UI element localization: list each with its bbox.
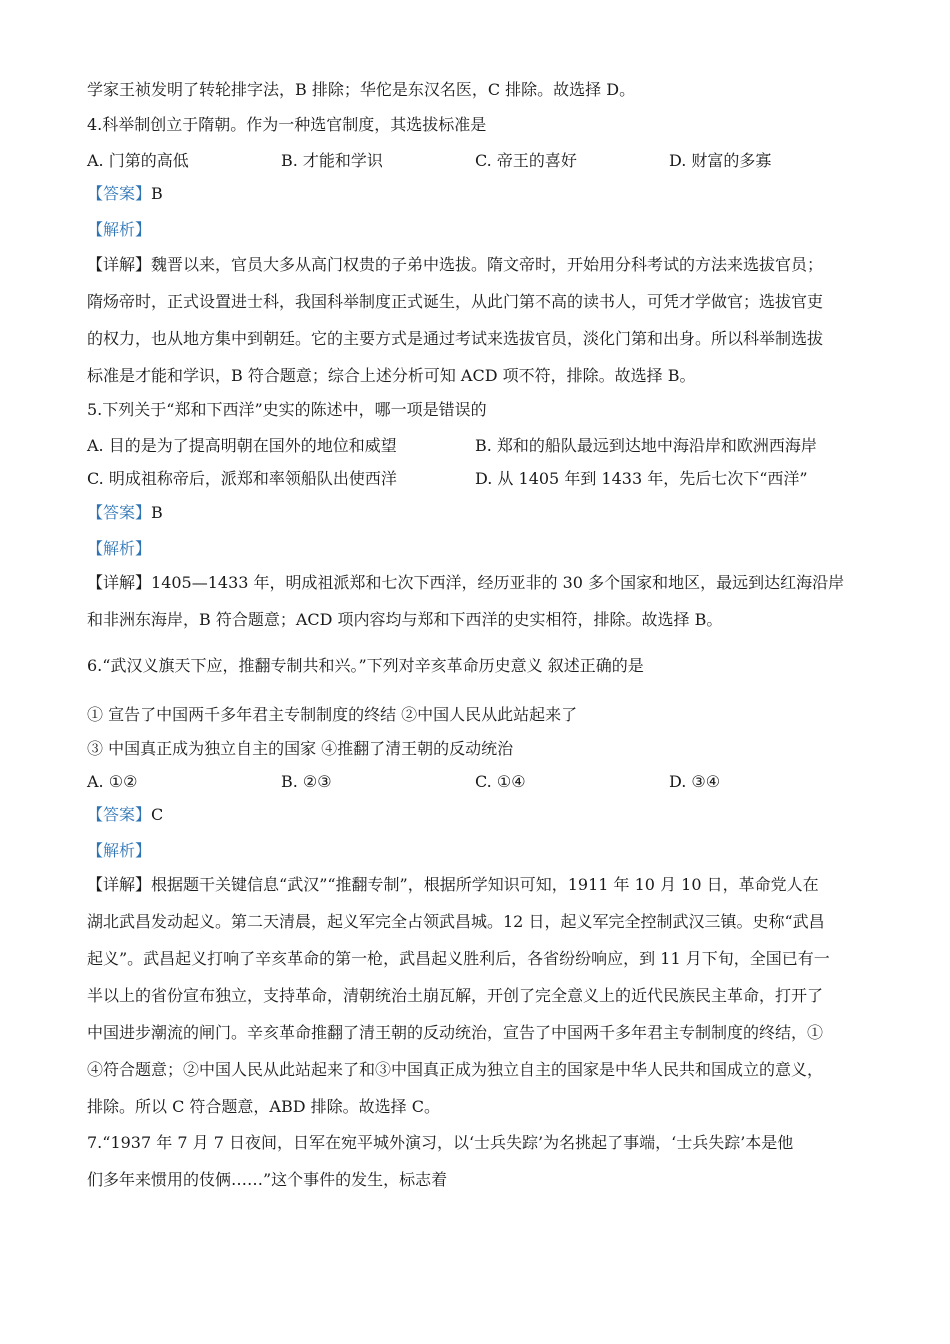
detail-line: 湖北武昌发动起义。第二天清晨，起义军完全占领武昌城。12 日，起义军完全控制武汉三镇。史称“武昌 <box>87 912 825 931</box>
question-5-stem: 5.下列关于“郑和下西洋”史实的陈述中，哪一项是错误的 <box>87 400 487 419</box>
text-line: 学家王祯发明了转轮排字法，B 排除；华佗是东汉名医，C 排除。故选择 D。 <box>87 80 636 99</box>
answer-tag: 【答案】 <box>87 184 152 203</box>
answer-line <box>87 183 163 205</box>
detail-text: 根据题干关键信息“武汉”“推翻专制”，根据所学知识可知，1911 年 10 月 10 日，革命党人在 <box>151 875 819 894</box>
detail-line <box>87 874 819 896</box>
option-a: A. 门第的高低 <box>87 151 189 170</box>
option-b: B. 才能和学识 <box>281 151 383 170</box>
detail-line: 标准是才能和学识，B 符合题意；综合上述分析可知 ACD 项不符，排除。故选择 B。 <box>87 366 696 385</box>
analysis-tag: 【解析】 <box>87 841 152 860</box>
option-c: C. ①④ <box>475 772 526 791</box>
detail-line: ④符合题意；②中国人民从此站起来了和③中国真正成为独立自主的国家是中华人民共和国成立的意义， <box>87 1060 824 1079</box>
option-d: D. 财富的多寡 <box>669 151 772 170</box>
question-7-stem: 7.“1937 年 7 月 7 日夜间，日军在宛平城外演习，以‘士兵失踪’为名挑起了事端，‘士兵失踪’本是他 <box>87 1133 794 1152</box>
option-c: C. 帝王的喜好 <box>475 151 577 170</box>
question-6-stem: 6.“武汉义旗天下应，推翻专制共和兴。”下列对辛亥革命历史意义 叙述正确的是 <box>87 656 644 675</box>
answer-line <box>87 502 163 524</box>
detail-line: 半以上的省份宣布独立，支持革命，清朝统治土崩瓦解，开创了完全意义上的近代民族民主革命，打开了 <box>87 986 824 1005</box>
answer-tag: 【答案】 <box>87 805 152 824</box>
detail-line: 隋炀帝时，正式设置进士科，我国科举制度正式诞生，从此门第不高的读书人，可凭才学做官；选拔官吏 <box>87 292 824 311</box>
detail-text: 魏晋以来，官员大多从高门权贵的子弟中选拔。隋文帝时，开始用分科考试的方法来选拔官员； <box>151 255 824 274</box>
detail-tag: 【详解】 <box>87 875 152 894</box>
option-d: D. ③④ <box>669 772 721 791</box>
option-a: A. ①② <box>87 772 138 791</box>
detail-tag: 【详解】 <box>87 573 152 592</box>
detail-tag: 【详解】 <box>87 255 152 274</box>
detail-line: 的权力，也从地方集中到朝廷。它的主要方式是通过考试来选拔官员，淡化门第和出身。所以科举制选拔 <box>87 329 824 348</box>
option-b: B. ②③ <box>281 772 332 791</box>
analysis-tag: 【解析】 <box>87 220 152 239</box>
analysis-tag: 【解析】 <box>87 539 152 558</box>
option-c: C. 明成祖称帝后，派郑和率领船队出使西洋 <box>87 469 397 488</box>
statement-line: ① 宣告了中国两千多年君主专制制度的终结 ②中国人民从此站起来了 <box>87 705 578 724</box>
answer-value: C <box>151 805 164 824</box>
detail-line: 起义”。武昌起义打响了辛亥革命的第一枪，武昌起义胜利后，各省纷纷响应，到 11 月下旬，全国已有一 <box>87 949 830 968</box>
question-7-stem: 们多年来惯用的伎俩……”这个事件的发生，标志着 <box>87 1170 448 1189</box>
answer-tag: 【答案】 <box>87 503 152 522</box>
answer-value: B <box>151 184 163 203</box>
option-b: B. 郑和的船队最远到达地中海沿岸和欧洲西海岸 <box>475 436 817 455</box>
answer-line <box>87 804 163 826</box>
question-4-stem: 4.科举制创立于隋朝。作为一种选官制度，其选拔标准是 <box>87 115 487 134</box>
option-d: D. 从 1405 年到 1433 年，先后七次下“西洋” <box>475 469 808 488</box>
answer-value: B <box>151 503 163 522</box>
detail-line <box>87 572 844 594</box>
detail-line: 和非洲东海岸，B 符合题意；ACD 项内容均与郑和下西洋的史实相符，排除。故选择 B。 <box>87 610 723 629</box>
statement-line: ③ 中国真正成为独立自主的国家 ④推翻了清王朝的反动统治 <box>87 739 514 758</box>
detail-line: 排除。所以 C 符合题意，ABD 排除。故选择 C。 <box>87 1097 440 1116</box>
detail-text: 1405—1433 年，明成祖派郑和七次下西洋，经历亚非的 30 多个国家和地区，最远到达红海沿岸 <box>151 573 845 592</box>
detail-line: 中国进步潮流的闸门。辛亥革命推翻了清王朝的反动统治，宣告了中国两千多年君主专制制度的终结，① <box>87 1023 824 1042</box>
option-a: A. 目的是为了提高明朝在国外的地位和威望 <box>87 436 397 455</box>
detail-line <box>87 254 823 276</box>
